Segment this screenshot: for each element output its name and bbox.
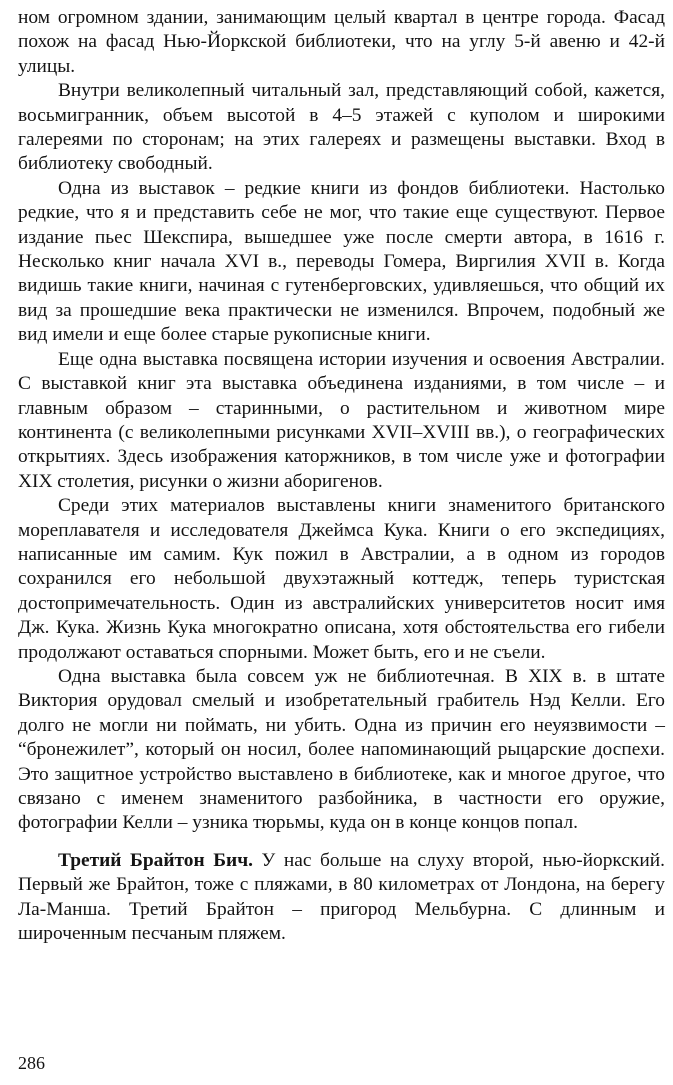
paragraph-ned-kelly: Одна выставка была совсем уж не библиотечная. В XIX в. в штате Виктория орудовал смелый и изобретательный грабитель Нэд Келли. Его долго не могли ни поймать, ни убить. Одна из причин его неуязвимости – “бронежилет”, который он носил, более напоминающий рыцарские доспехи. Это защитное устройство выставлено в библиотеке, как и многое другое, что связано с именем знаменитого разбойника, в частности его оружие, фотографии Келли – узника тюрьмы, куда он в конце концов попал. bbox=[18, 665, 665, 834]
page-number: 286 bbox=[18, 1053, 45, 1073]
section-heading: Третий Брайтон Бич. bbox=[58, 849, 253, 871]
paragraph-australia-exhibition: Еще одна выставка посвящена истории изучения и освоения Австралии. С выставкой книг эта выставка объединена изданиями, в том числе – и главным образом – старинными, о растительном и животном мире континента (с великолепными рисунками XVII–XVIII вв.), о географических открытиях. Здесь изображения каторжников, в том числе уже и фотографии XIX столетия, рисунки о жизни аборигенов. bbox=[18, 348, 665, 492]
paragraph-rare-books: Одна из выставок – редкие книги из фондов библиотеки. Настолько редкие, что я и представить себе не мог, что такие еще существуют. Первое издание пьес Шекспира, вышедшее уже после смерти автора, в 1616 г. Несколько книг начала XVI в., переводы Гомера, Виргилия XVII в. Когда видишь такие книги, начиная с гутенберговских, удивляешься, что общий их вид за прошедшие века практически не изменился. Впрочем, подобный же вид имели и еще более старые рукописные книги. bbox=[18, 177, 665, 346]
paragraph-james-cook: Среди этих материалов выставлены книги знаменитого британского мореплавателя и исследователя Джеймса Кука. Книги о его экспедициях, написанные им самим. Кук пожил в Австралии, а в одном из городов сохранился его небольшой двухэтажный коттедж, теперь туристская достопримечательность. Один из австралийских университетов носит имя Дж. Кука. Жизнь Кука многократно описана, хотя обстоятельства его гибели продолжают оставаться спорными. Может быть, его и не съели. bbox=[18, 495, 665, 663]
paragraph-reading-hall: Внутри великолепный читальный зал, представляющий собой, кажется, восьмигранник, объем высотой в 4–5 этажей с куполом и широкими галереями по сторонам; на этих галереях и размещены выставки. Вход в библиотеку свободный. bbox=[18, 80, 665, 175]
section-text: У нас больше на слуху второй, нью-йоркский. Первый же Брайтон, тоже с пляжами, в 80 километрах от Лондона, на берегу Ла-Манша. Третий Брайтон – пригород Мельбурна. С длинным и широченным песчаным пляжем. bbox=[18, 849, 665, 945]
paragraph-brighton-beach bbox=[18, 849, 665, 947]
paragraph-library-building: ном огромном здании, занимающим целый квартал в центре города. Фасад похож на фасад Нью-Йоркской библиотеки, что на углу 5-й авеню и 42-й улицы. bbox=[18, 7, 665, 77]
